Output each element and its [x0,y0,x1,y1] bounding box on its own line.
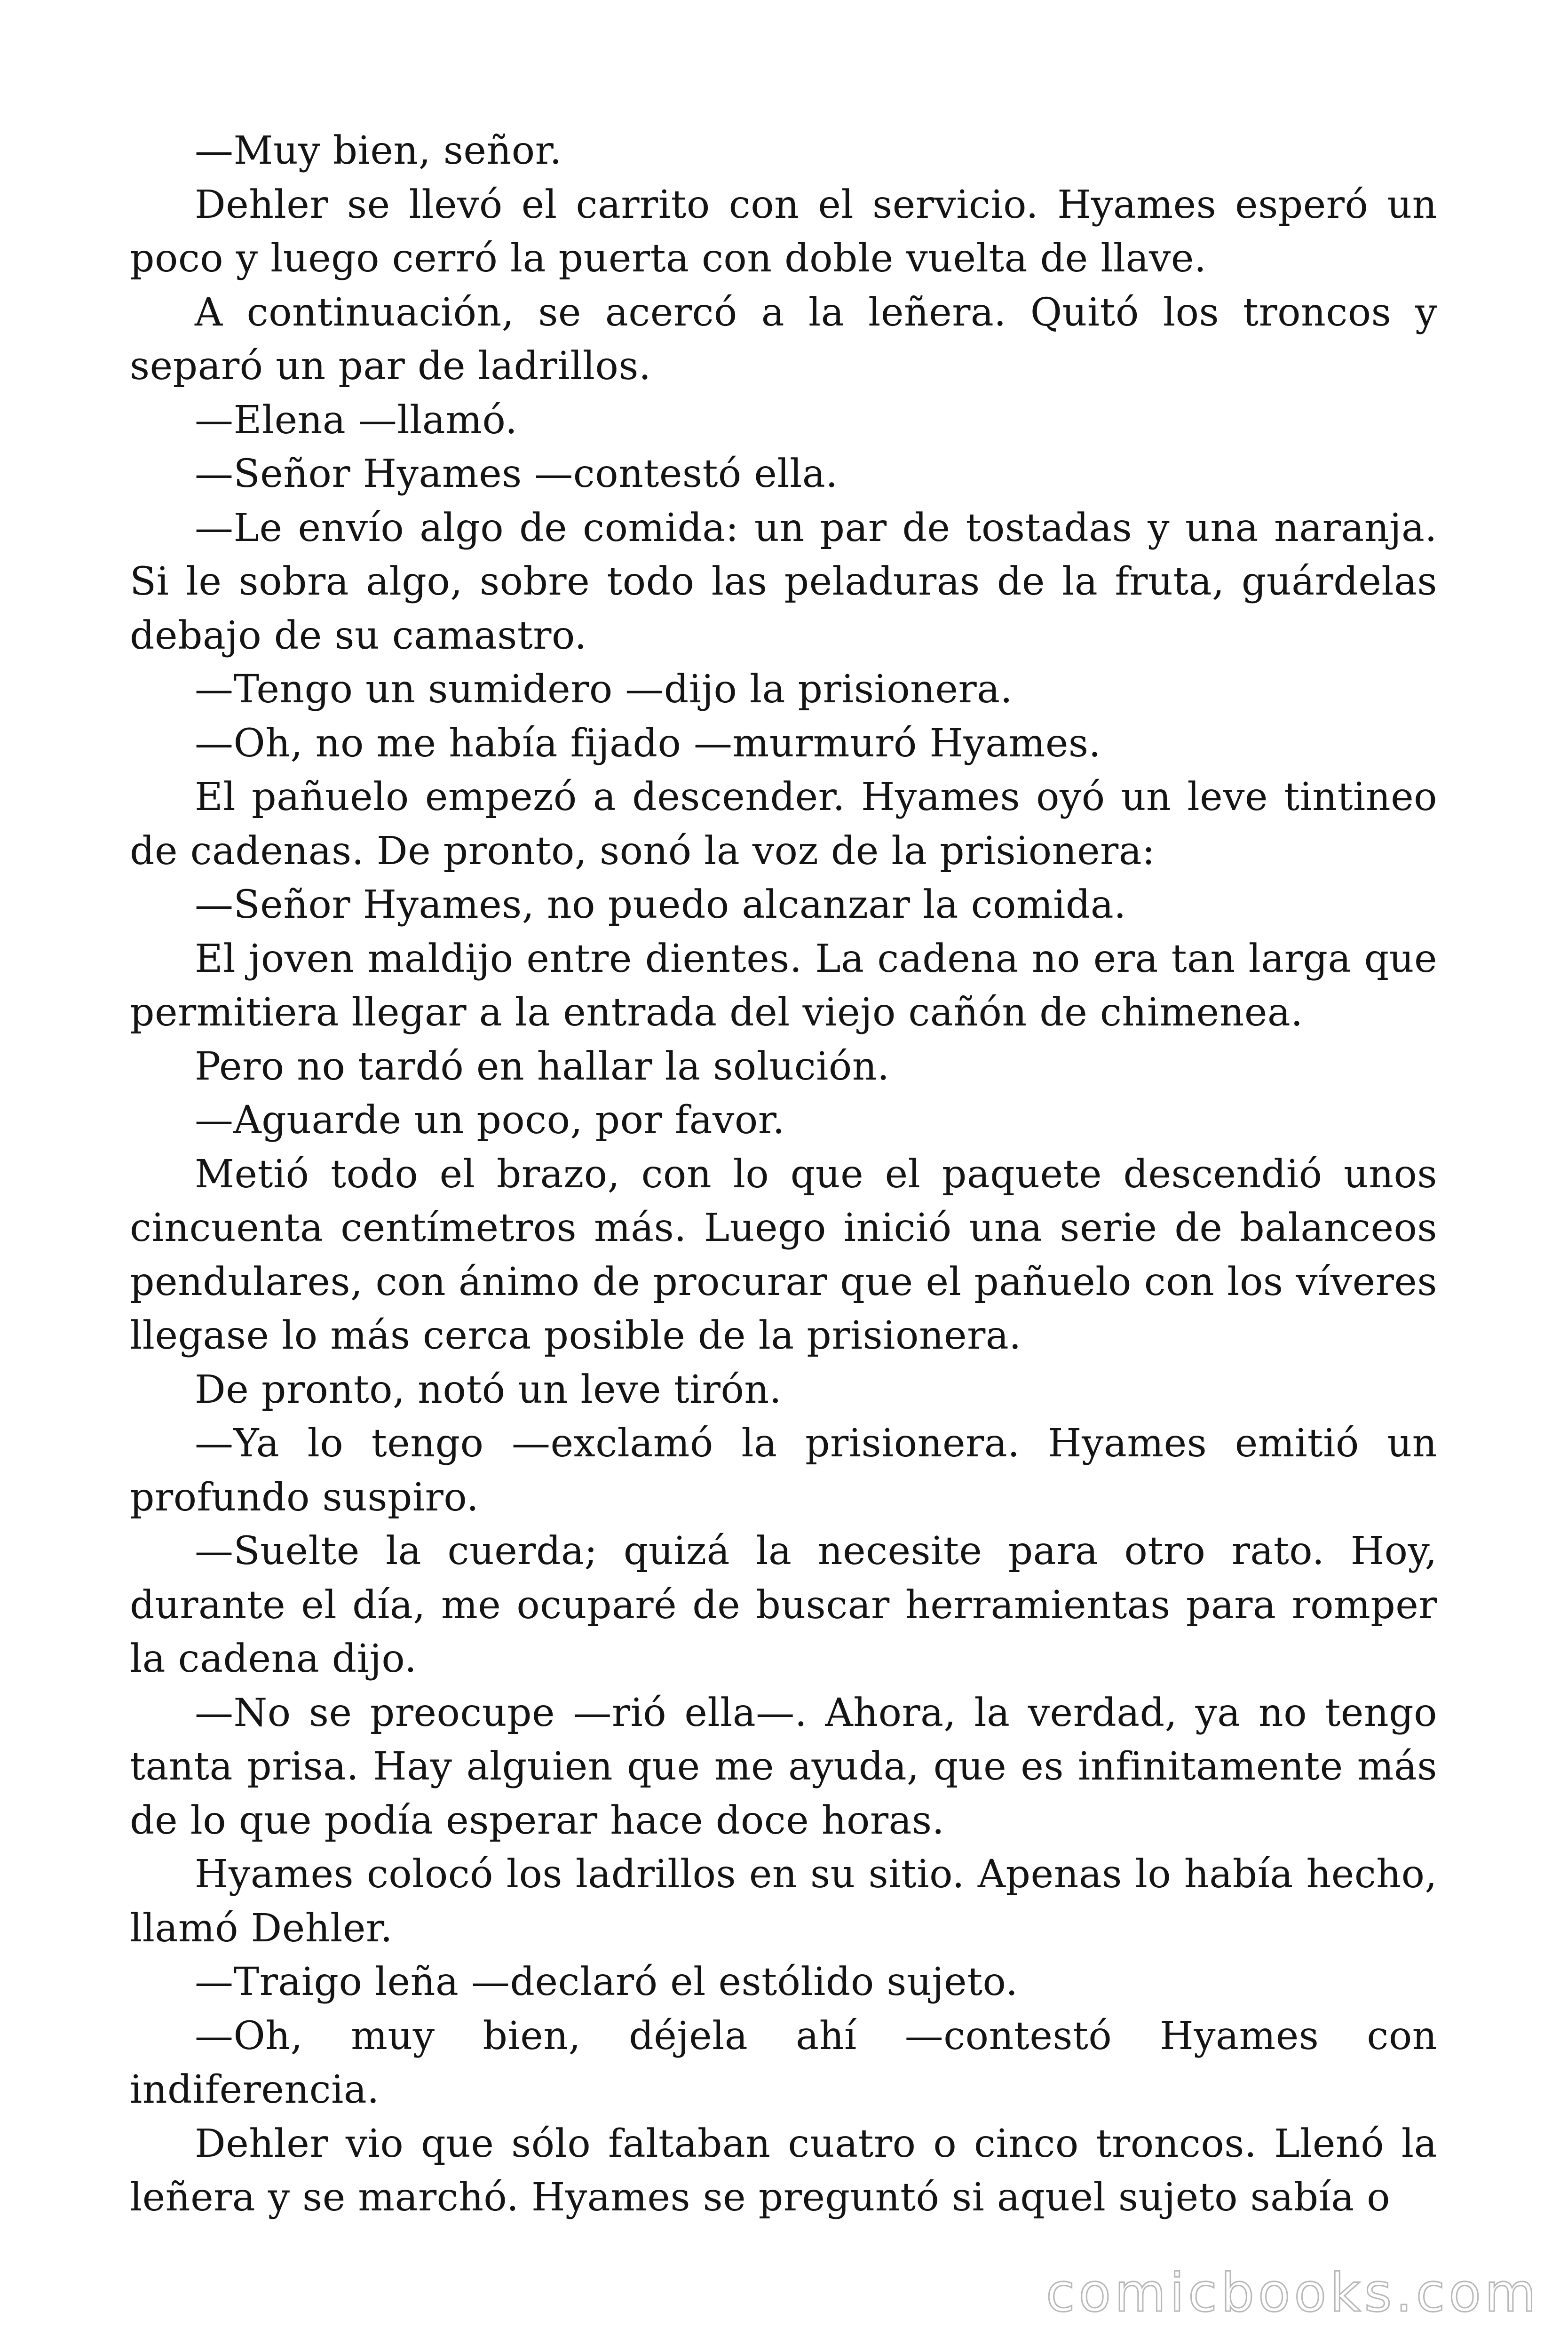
paragraph: Dehler se llevó el carrito con el servicio. Hyames esperó un poco y luego cerró la puerta con doble vuelta de llave. [130,182,1437,281]
paragraph: A continuación, se acercó a la leñera. Quitó los troncos y separó un par de ladrillos. [130,290,1437,389]
paragraph: —Oh, muy bien, déjela ahí —contestó Hyames con indiferencia. [130,2013,1437,2112]
paragraph: Metió todo el brazo, con lo que el paquete descendió unos cincuenta centímetros más. Luego inició una serie de balanceos pendulares, con ánimo de procurar que el pañuelo con los víveres llegase lo más cerca posible de la prisionera. [130,1152,1437,1358]
watermark-text: comicbooks.com [1045,2263,1540,2324]
paragraph: —Señor Hyames —contestó ella. [195,452,838,496]
paragraph: El joven maldijo entre dientes. La cadena no era tan larga que permitiera llegar a la entrada del viejo cañón de chimenea. [130,936,1437,1035]
paragraph: —No se preocupe —rió ella—. Ahora, la verdad, ya no tengo tanta prisa. Hay alguien que me ayuda, que es infinitamente más de lo que podía esperar hace doce horas. [130,1690,1437,1843]
paragraph: Pero no tardó en hallar la solución. [195,1044,890,1089]
paragraph: —Tengo un sumidero —dijo la prisionera. [195,667,1013,712]
paragraph: —Muy bien, señor. [195,128,562,173]
paragraph: —Traigo leña —declaró el estólido sujeto. [195,1960,1018,2004]
paragraph: Hyames colocó los ladrillos en su sitio. Apenas lo había hecho, llamó Dehler. [130,1852,1437,1951]
paragraph: —Señor Hyames, no puedo alcanzar la comida. [195,882,1126,927]
paragraph: De pronto, notó un leve tirón. [195,1367,782,1412]
paragraph: —Le envío algo de comida: un par de tostadas y una naranja. Si le sobra algo, sobre todo las peladuras de la fruta, guárdelas debajo de su camastro. [130,505,1437,658]
paragraph: El pañuelo empezó a descender. Hyames oyó un leve tintineo de cadenas. De pronto, sonó la voz de la prisionera: [130,775,1437,874]
paragraph: —Aguarde un poco, por favor. [195,1098,785,1143]
paragraph: Dehler vio que sólo faltaban cuatro o cinco troncos. Llenó la leñera y se marchó. Hyames se preguntó si aquel sujeto sabía o [130,2121,1437,2220]
paragraph: —Oh, no me había fijado —murmuró Hyames. [195,721,1101,766]
page-text [130,124,1437,2225]
paragraph: —Ya lo tengo —exclamó la prisionera. Hyames emitió un profundo suspiro. [130,1421,1437,1520]
paragraph: —Elena —llamó. [195,397,518,443]
paragraph: —Suelte la cuerda; quizá la necesite para otro rato. Hoy, durante el día, me ocuparé de buscar herramientas para romper la cadena dijo. [130,1529,1437,1681]
